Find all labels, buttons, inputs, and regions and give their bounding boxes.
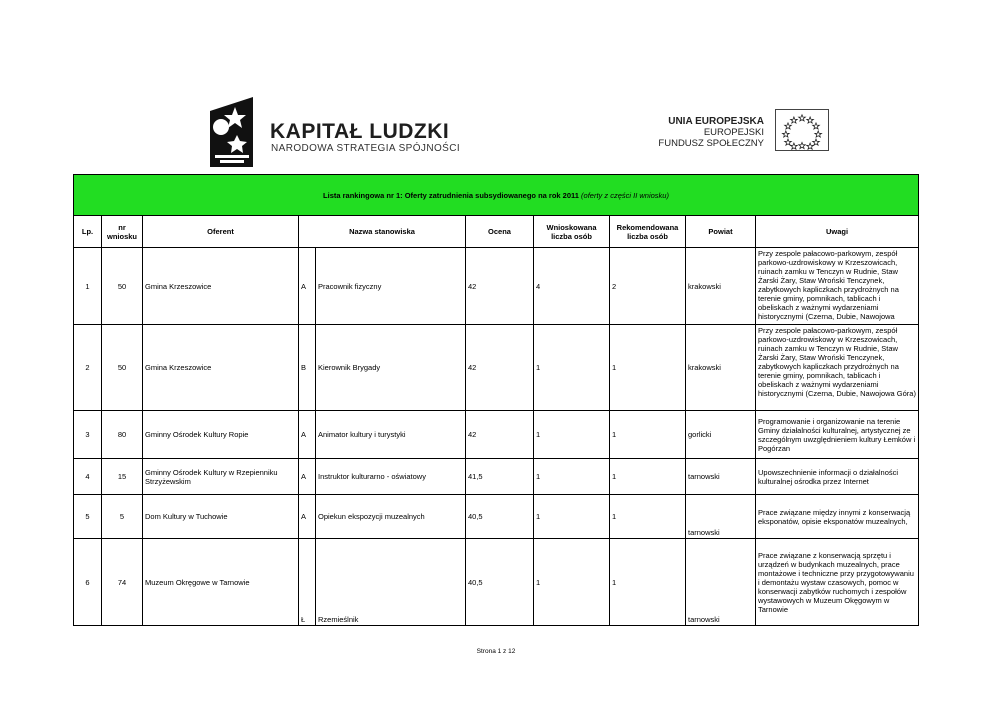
row-oferent: Dom Kultury w Tuchowie	[143, 495, 299, 539]
row-wnioskowana: 4	[534, 248, 610, 325]
row-uwagi: Prace związane między innymi z konserwacją eksponatów, opisie eksponatów muzealnych,	[756, 495, 919, 539]
row-nr: 74	[102, 539, 143, 626]
row-powiat: krakowski	[686, 248, 756, 325]
row-uwagi: Przy zespole pałacowo-parkowym, zespół parkowo-uzdrowiskowy w Krzeszowicach, ruinach zamku w Tenczyn w Rudnie, Staw Żarski Żary, Staw Wroński Tenczynek, zabytkowych kapliczkach przydrożnych na terenie gminy, pomnikach, tablicach i obeliskach z ważnymi wydarzeniami historycznymi (Czerna, Dubie, Nawojowa Góra)	[756, 325, 919, 411]
col-header-ocena: Ocena	[466, 216, 534, 248]
row-nr: 15	[102, 459, 143, 495]
table-title-main: Lista rankingowa nr 1: Oferty zatrudnienia subsydiowanego na rok 2011	[323, 190, 579, 200]
row-stanowisko: Instruktor kulturarno - oświatowy	[316, 459, 466, 495]
row-powiat: tarnowski	[686, 495, 756, 539]
row-nr: 80	[102, 411, 143, 459]
table-row	[74, 411, 919, 459]
table-row	[74, 495, 919, 539]
row-oferent: Gmina Krzeszowice	[143, 248, 299, 325]
row-lp: 5	[74, 495, 102, 539]
col-header-wnioskowana: Wnioskowana liczba osób	[534, 216, 610, 248]
logo-title: KAPITAŁ LUDZKI	[270, 120, 450, 143]
row-wnioskowana: 1	[534, 459, 610, 495]
row-kod: A	[299, 248, 316, 325]
col-header-powiat: Powiat	[686, 216, 756, 248]
row-ocena: 40,5	[466, 539, 534, 626]
row-rekomendowana: 1	[610, 459, 686, 495]
row-rekomendowana: 1	[610, 495, 686, 539]
row-kod: B	[299, 325, 316, 411]
row-nr: 5	[102, 495, 143, 539]
row-stanowisko: Pracownik fizyczny	[316, 248, 466, 325]
table-row	[74, 248, 919, 325]
col-header-rekomendowana: Rekomendowana liczba osób	[610, 216, 686, 248]
row-lp: 4	[74, 459, 102, 495]
col-header-lp: Lp.	[74, 216, 102, 248]
table-title-note: (oferty z części II wniosku)	[581, 190, 669, 200]
col-header-stanowisko: Nazwa stanowiska	[299, 216, 466, 248]
table-row	[74, 459, 919, 495]
row-rekomendowana: 2	[610, 248, 686, 325]
row-powiat: tarnowski	[686, 539, 756, 626]
table-row	[74, 539, 919, 626]
row-ocena: 42	[466, 248, 534, 325]
row-oferent: Muzeum Okręgowe w Tarnowie	[143, 539, 299, 626]
logo-subtitle: NARODOWA STRATEGIA SPÓJNOŚCI	[271, 143, 461, 154]
row-lp: 3	[74, 411, 102, 459]
row-stanowisko: Opiekun ekspozycji muzealnych	[316, 495, 466, 539]
col-header-oferent: Oferent	[143, 216, 299, 248]
row-ocena: 42	[466, 325, 534, 411]
row-rekomendowana: 1	[610, 411, 686, 459]
row-rekomendowana: 1	[610, 539, 686, 626]
row-stanowisko: Rzemieślnik	[316, 539, 466, 626]
row-wnioskowana: 1	[534, 539, 610, 626]
row-ocena: 40,5	[466, 495, 534, 539]
table-header-row	[74, 216, 919, 248]
row-kod: A	[299, 459, 316, 495]
row-powiat: gorlicki	[686, 411, 756, 459]
row-powiat: tarnowski	[686, 459, 756, 495]
row-stanowisko: Kierownik Brygady	[316, 325, 466, 411]
row-uwagi: Programowanie i organizowanie na terenie Gminy działalności kulturalnej, artystycznej ze szczególnym uwzględnieniem kultury Łemków i Pogórzan	[756, 411, 919, 459]
row-uwagi: Upowszechnienie informacji o działalności kulturalnej ośrodka przez Internet	[756, 459, 919, 495]
row-kod: A	[299, 411, 316, 459]
row-lp: 2	[74, 325, 102, 411]
row-powiat: krakowski	[686, 325, 756, 411]
col-header-uwagi: Uwagi	[756, 216, 919, 248]
row-lp: 1	[74, 248, 102, 325]
row-nr: 50	[102, 248, 143, 325]
ue-line1: UNIA EUROPEJSKA	[668, 116, 764, 127]
ue-line3: FUNDUSZ SPOŁECZNY	[658, 138, 764, 149]
row-uwagi: Prace związane z konserwacją sprzętu i urządzeń w budynkach muzealnych, prace montażowe i techniczne przy przygotowywaniu i demontażu wystaw czasowych, pomoc w konserwacji zabytków ruchomych i zespołów wystawowych w Muzeum Okęgowym w Tarnowie	[756, 539, 919, 626]
row-wnioskowana: 1	[534, 325, 610, 411]
row-ocena: 41,5	[466, 459, 534, 495]
row-kod: Ł	[299, 539, 316, 626]
row-rekomendowana: 1	[610, 325, 686, 411]
ue-line2: EUROPEJSKI	[703, 127, 764, 138]
row-stanowisko: Animator kultury i turystyki	[316, 411, 466, 459]
page-number: Strona 1 z 12	[476, 648, 516, 655]
row-oferent: Gmina Krzeszowice	[143, 325, 299, 411]
row-nr: 50	[102, 325, 143, 411]
row-wnioskowana: 1	[534, 411, 610, 459]
ranking-table	[73, 174, 919, 626]
col-header-nr: nr wniosku	[102, 216, 143, 248]
eu-flag-icon	[775, 109, 829, 151]
row-lp: 6	[74, 539, 102, 626]
row-oferent: Gminny Ośrodek Kultury Ropie	[143, 411, 299, 459]
row-ocena: 42	[466, 411, 534, 459]
row-uwagi: Przy zespole pałacowo-parkowym, zespół parkowo-uzdrowiskowy w Krzeszowicach, ruinach zamku w Tenczyn w Rudnie, Staw Żarski Żary, Staw Wroński Tenczynek, zabytkowych kapliczkach przydrożnych na terenie gminy, pomnikach, tablicach i obeliskach z ważnymi wydarzeniami historycznymi (Czerna, Dubie, Nawojowa	[756, 248, 919, 325]
row-kod: A	[299, 495, 316, 539]
table-title	[74, 175, 919, 216]
table-row	[74, 325, 919, 411]
ue-label	[640, 116, 764, 149]
row-wnioskowana: 1	[534, 495, 610, 539]
row-oferent: Gminny Ośrodek Kultury w Rzepienniku Strzyżewskim	[143, 459, 299, 495]
